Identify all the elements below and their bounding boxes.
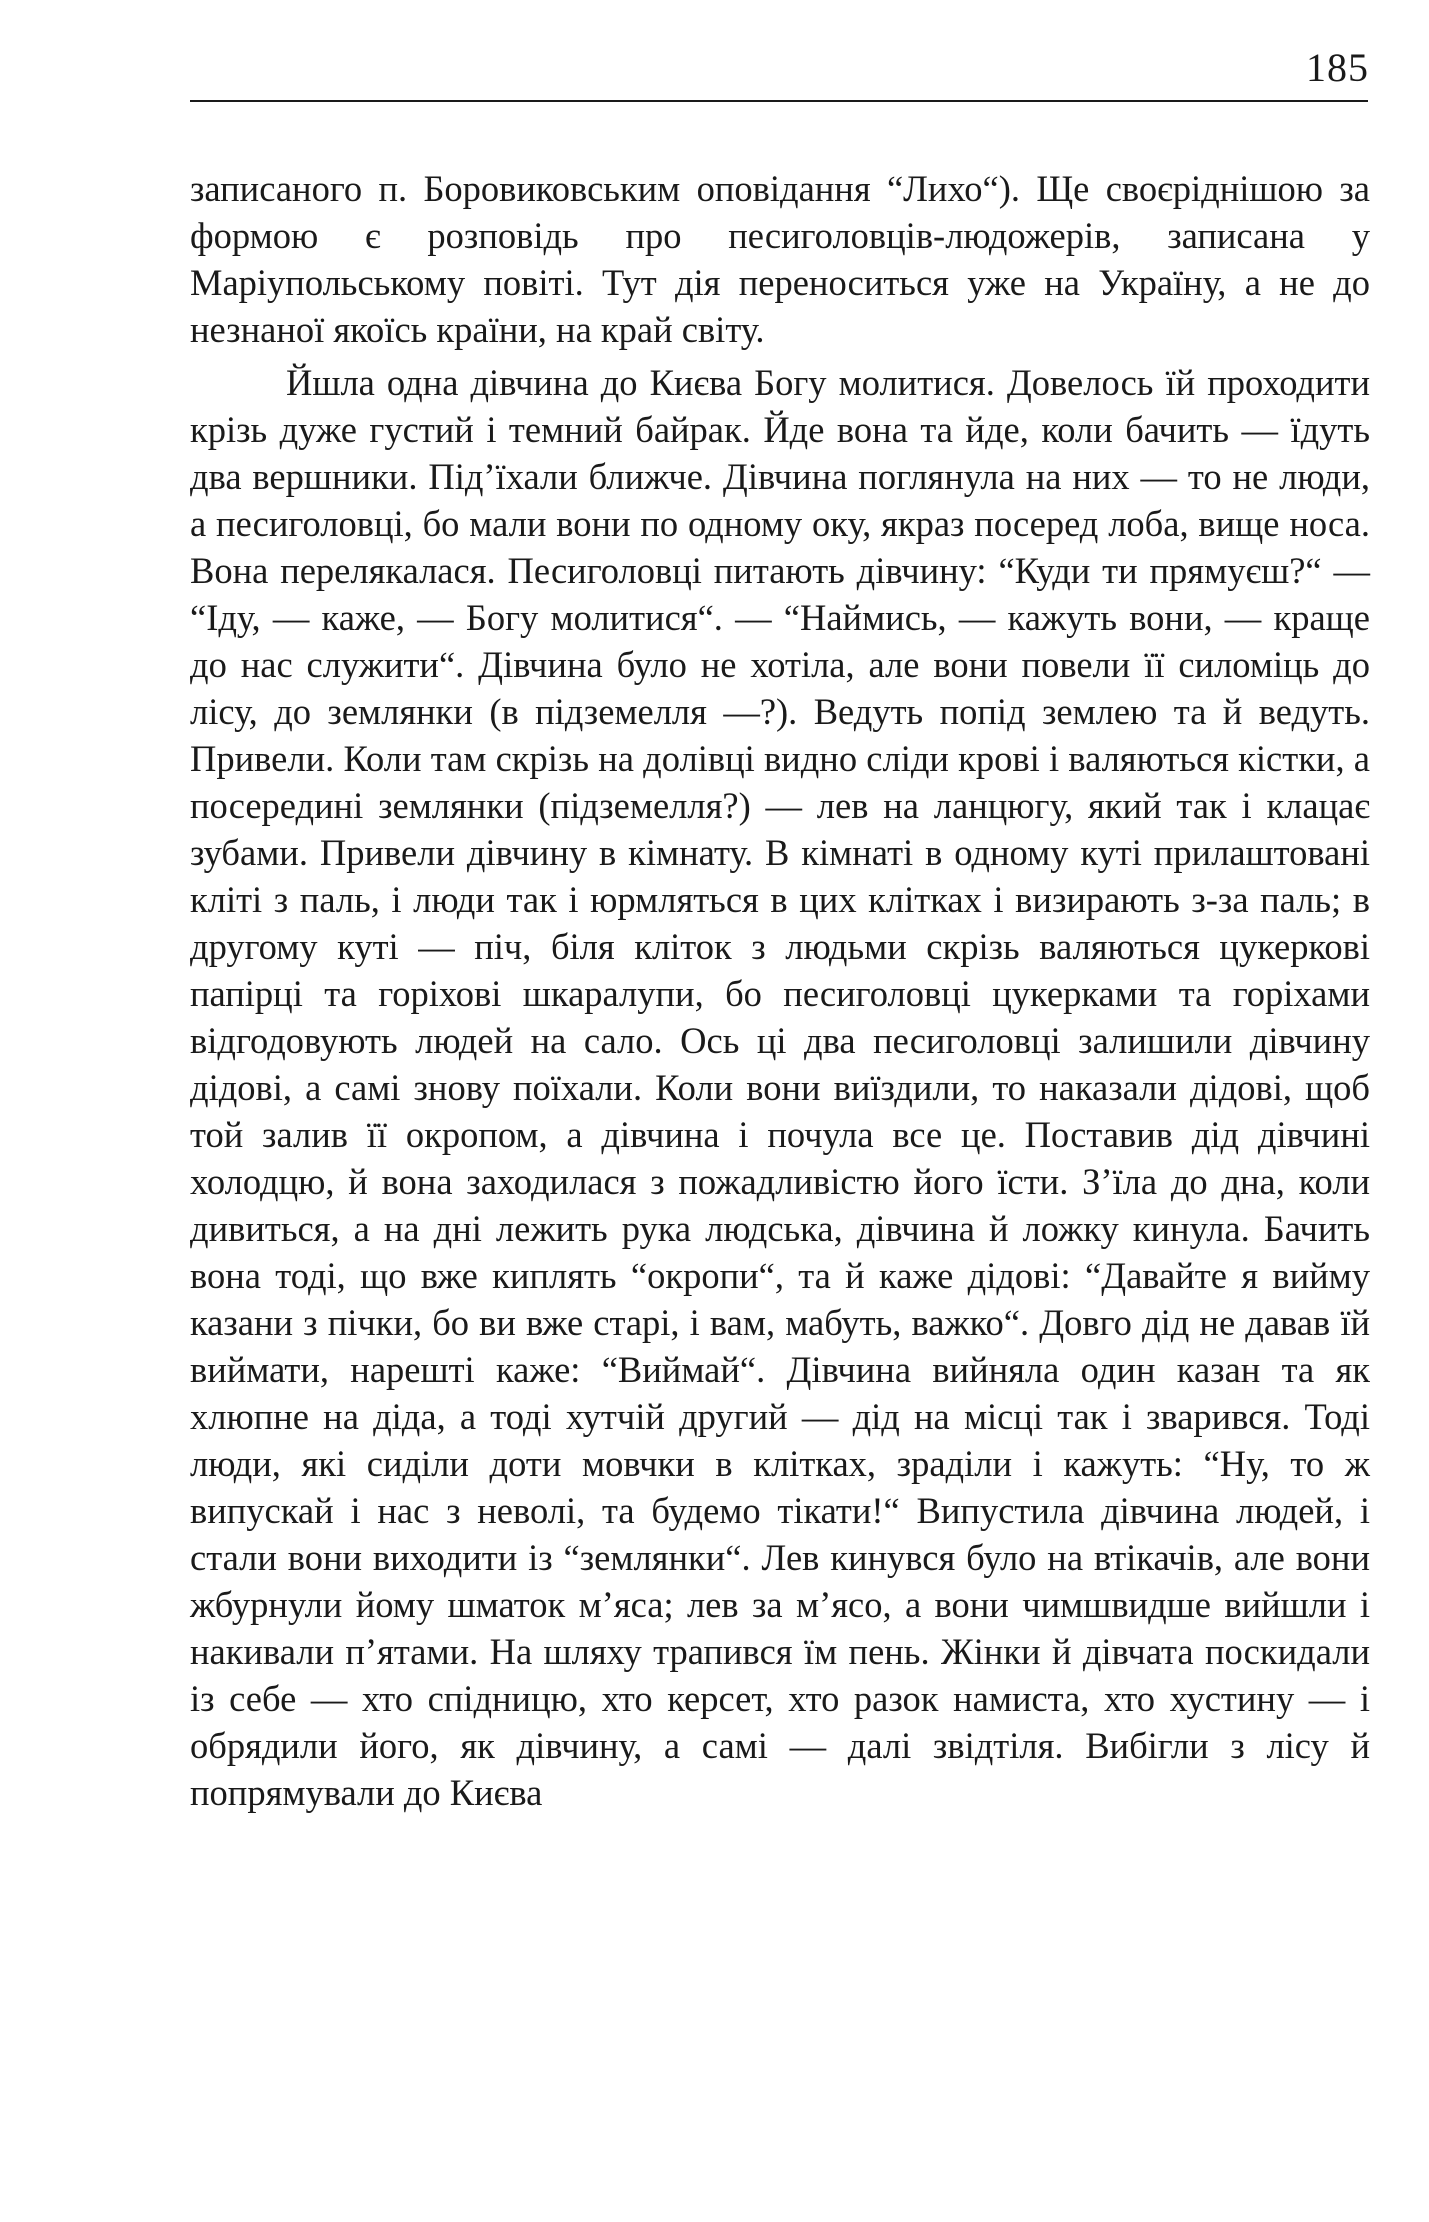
paragraph-1: записаного п. Боровиковським оповідання “Лихо“). Ще своєріднішою за формою є розповідь про песиголовців-людожерів, записана у Маріупольському повіті. Тут дія переноситься уже на Україну, а не до незнаної якоїсь країни, на край світу. xyxy=(190,168,1370,350)
body-text xyxy=(190,165,1370,1816)
paragraph-2: Йшла одна дівчина до Києва Богу молитися. Довелось їй проходити крізь дуже густий і темний байрак. Йде вона та йде, коли бачить — їдуть два вершники. Під’їхали ближче. Дівчина поглянула на них — то не люди, а песиголовці, бо мали вони по одному оку, якраз посеред лоба, вище носа. Вона перелякалася. Песиголовці питають дівчину: “Куди ти прямуєш?“ — “Іду, — каже, — Богу молитися“. — “Наймись, — кажуть вони, — краще до нас служити“. Дівчина було не хотіла, але вони повели її силоміць до лісу, до землянки (в підземелля —?). Ведуть попід землею та й ведуть. Привели. Коли там скрізь на долівці видно сліди крові і валяються кістки, а посередині землянки (підземелля?) — лев на ланцюгу, який так і клацає зубами. Привели дівчину в кімнату. В кімнаті в одному куті прилаштовані кліті з паль, і люди так і юрмляться в цих клітках і визирають з-за паль; в другому куті — піч, біля кліток з людьми скрізь валяються цукеркові папірці та горіхові шкаралупи, бо песиголовці цукерками та горіхами відгодовують людей на сало. Ось ці два песиголовці залишили дівчину дідові, а самі знову поїхали. Коли вони виїздили, то наказали дідові, щоб той залив її окропом, а дівчина і почула все це. Поставив дід дівчині холодцю, й вона заходилася з пожадливістю його їсти. З’їла до дна, коли дивиться, а на дні лежить рука людська, дівчина й ложку кинула. Бачить вона тоді, що вже киплять “окропи“, та й каже дідові: “Давайте я вийму казани з пічки, бо ви вже старі, і вам, мабуть, важко“. Довго дід не давав їй виймати, нарешті каже: “Виймай“. Дівчина вийняла один казан та як хлюпне на діда, а тоді хутчій другий — дід на місці так і зварився. Тоді люди, які сиділи доти мовчки в клітках, зраділи і кажуть: “Ну, то ж випускай і нас з неволі, та будемо тікати!“ Випустила дівчина людей, і стали вони виходити із “землянки“. Лев кинувся було на втікачів, але вони жбурнули йому шматок м’яса; лев за м’ясо, а вони чимшвидше вийшли і накивали п’ятами. На шляху трапився їм пень. Жінки й дівчата поскидали із себе — хто спідницю, хто керсет, хто разок намиста, хто хустину — і обрядили його, як дівчину, а самі — далі звідтіля. Вибігли з лісу й попрямували до Києва xyxy=(190,362,1370,1813)
page-number: 185 xyxy=(1306,45,1369,90)
header-rule xyxy=(190,100,1368,102)
